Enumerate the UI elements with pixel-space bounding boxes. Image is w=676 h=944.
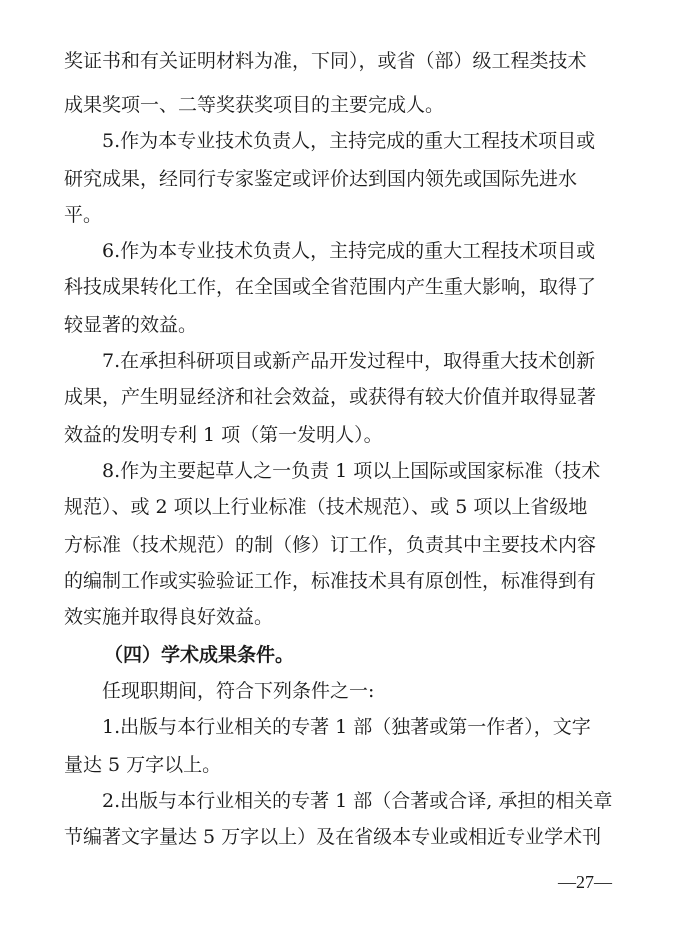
text-line: 科技成果转化工作，在全国或全省范围内产生重大影响，取得了 xyxy=(64,276,597,298)
text-line: 节编著文字量达 5 万字以上）及在省级本专业或相近专业学术刊 xyxy=(64,826,602,848)
section-intro: 任现职期间，符合下列条件之一: xyxy=(102,680,375,702)
text-line: 效益的发明专利 1 项（第一发明人）。 xyxy=(64,424,383,446)
text-line: 较显著的效益。 xyxy=(64,314,198,336)
text-line: 规范）、或 2 项以上行业标准（技术规范）、或 5 项以上省级地 xyxy=(64,496,588,518)
section-heading: （四）学术成果条件。 xyxy=(104,644,295,666)
paragraph-item-2-line: 2.出版与本行业相关的专著 1 部（合著或合译, 承担的相关章 xyxy=(102,790,612,812)
text-line: 量达 5 万字以上。 xyxy=(64,754,222,776)
paragraph-item-5-line: 5.作为本专业技术负责人，主持完成的重大工程技术项目或 xyxy=(102,130,596,152)
text-line: 研究成果，经同行专家鉴定或评价达到国内领先或国际先进水 xyxy=(64,168,578,190)
paragraph-item-6-line: 6.作为本专业技术负责人，主持完成的重大工程技术项目或 xyxy=(102,240,596,262)
text-line: 的编制工作或实验验证工作，标准技术具有原创性，标准得到有 xyxy=(64,570,597,592)
text-line: 成果奖项一、二等奖获奖项目的主要完成人。 xyxy=(64,94,445,116)
page-number: —27— xyxy=(558,872,612,892)
text-line: 平。 xyxy=(64,204,103,226)
text-line: 奖证书和有关证明材料为准，下同），或省（部）级工程类技术 xyxy=(64,50,587,72)
paragraph-item-8-line: 8.作为主要起草人之一负责 1 项以上国际或国家标准（技术 xyxy=(102,460,601,482)
text-line: 效实施并取得良好效益。 xyxy=(64,606,274,628)
paragraph-item-7-line: 7.在承担科研项目或新产品开发过程中，取得重大技术创新 xyxy=(102,350,596,372)
paragraph-item-1-line: 1.出版与本行业相关的专著 1 部（独著或第一作者），文字 xyxy=(102,716,591,738)
text-line: 成果，产生明显经济和社会效益，或获得有较大价值并取得显著 xyxy=(64,386,597,408)
text-line: 方标准（技术规范）的制（修）订工作，负责其中主要技术内容 xyxy=(64,534,597,556)
